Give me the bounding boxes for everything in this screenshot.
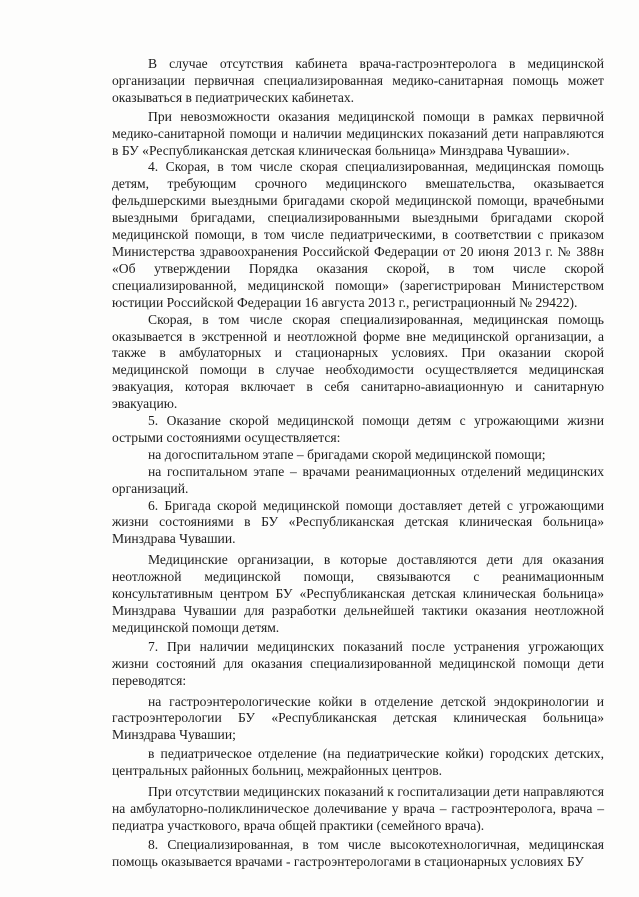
- list-item-hospital: на госпитальном этапе – врачами реанимационных отделений медицинских организаций.: [112, 463, 604, 496]
- paragraph-item-5: 5. Оказание скорой медицинской помощи детям с угрожающими жизни острыми состояниями осуществляется:: [112, 413, 604, 445]
- paragraph-item-8: 8. Специализированная, в том числе высокотехнологичная, медицинская помощь оказывается врачами - гастроэнтерологами в стационарных условиях БУ: [112, 836, 604, 869]
- paragraph-item-7: 7. При наличии медицинских показаний после устранения угрожающих жизни состояний для оказания специализированной медицинской помощи дети переводятся:: [112, 638, 604, 688]
- paragraph-item-6: 6. Бригада скорой медицинской помощи доставляет детей с угрожающими жизни состояниями в БУ «Республиканская детская клиническая больница» Минздрава Чувашии.: [112, 497, 604, 547]
- document-body: [112, 56, 604, 871]
- paragraph-pediatric-offices: В случае отсутствия кабинета врача-гастроэнтеролога в медицинской организации первичная специализированная медико-санитарная помощь может оказываться в педиатрических кабинетах.: [112, 56, 604, 105]
- paragraph-consult-center: Медицинские организации, в которые доставляются дети для оказания неотложной медицинской помощи, связываются с реанимационным консультативным центром БУ «Республиканская детская клиническая больница» Минздрава Чувашии для разработки дельнейшей тактики оказания неотложной медицинской помощи детям.: [112, 552, 604, 635]
- list-item-prehospital: на догоспитальном этапе – бригадами скорой медицинской помощи;: [148, 446, 546, 462]
- paragraph-emergency-forms: Скорая, в том числе скорая специализированная, медицинская помощь оказывается в экстренной и неотложной форме вне медицинской организации, а также в амбулаторных и стационарных условиях. При оказании скорой медицинской помощи в случае необходимости осуществляется медицинская эвакуация, которая включает в себя санитарно-авиационную и санитарную эвакуацию.: [112, 311, 604, 412]
- list-item-pediatric-dept: в педиатрическое отделение (на педиатрические койки) городских детских, центральных районных больниц, межрайонных центров.: [112, 746, 604, 779]
- list-item-gastro-beds: на гастроэнтерологические койки в отделение детской эндокринологии и гастроэнтерологии БУ «Республиканская детская клиническая больница» Минздрава Чувашии;: [112, 693, 604, 743]
- paragraph-outpatient: При отсутствии медицинских показаний к госпитализации дети направляются на амбулаторно-поликлиническое долечивание у врача – гастроэнтеролога, врача – педиатра участкового, врача общей практики (семейного врача).: [112, 784, 604, 833]
- paragraph-item-4: 4. Скорая, в том числе скорая специализированная, медицинская помощь детям, требующим срочного медицинского вмешательства, оказывается фельдшерскими выездными бригадами скорой медицинской помощи, врачебными выездными бригадами, специализированными выездными бригадами скорой медицинской помощи, в том числе педиатрическими, в соответствии с приказом Министерства здравоохранения Российской Федерации от 20 июня 2013 г. № 388н «Об утверждении Порядка оказания скорой, в том числе скорой специализированной, медицинской помощи» (зарегистрирован Министерством юстиции Российской Федерации 16 августа 2013 г., регистрационный № 29422).: [112, 159, 604, 310]
- paragraph-referral: При невозможности оказания медицинской помощи в рамках первичной медико-санитарной помощи и наличии медицинских показаний дети направляются в БУ «Республиканская детская клиническая больница» Минздрава Чувашии».: [112, 108, 604, 158]
